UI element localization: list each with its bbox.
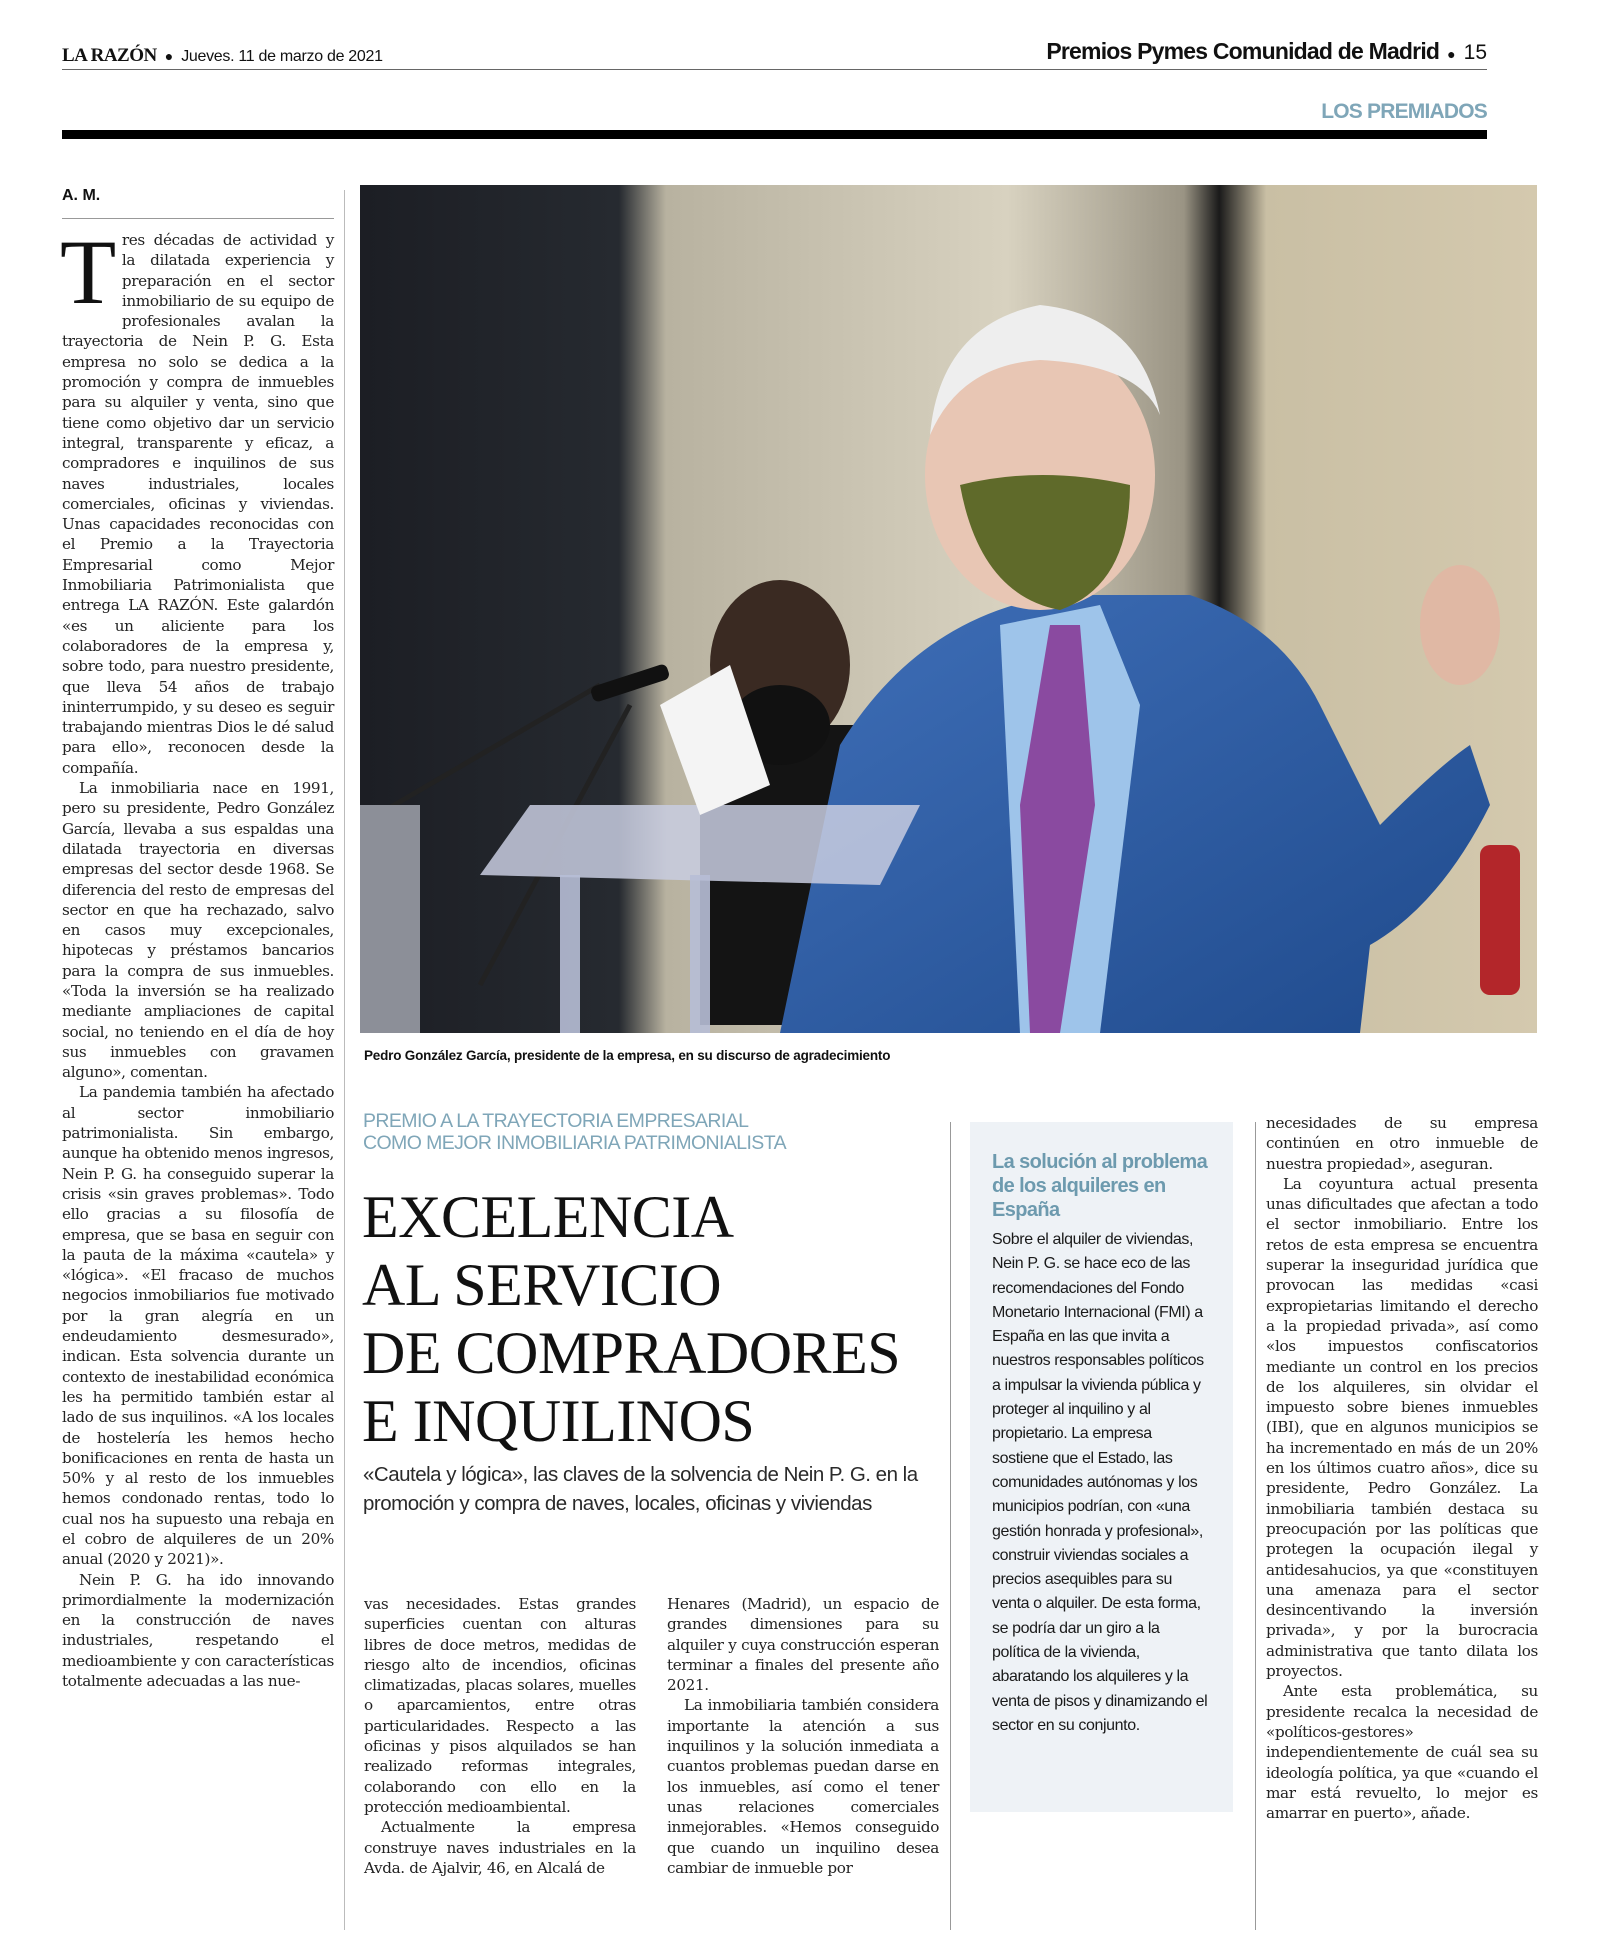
byline: A. M. — [62, 187, 101, 204]
newspaper-logo: LA RAZÓN — [62, 45, 157, 66]
paragraph: Ante esta problemática, su presidente recalca la necesidad de «políticos-gestores» independientemente de cuál sea su ideología política, ya que «cuando el mar está revuelto, lo mejor es amarrar en puerto», añade. — [1266, 1682, 1538, 1823]
article-column-mid-2 — [667, 1594, 939, 1878]
paragraph: La pandemia también ha afectado al sector inmobiliario patrimonialista. Sin embargo, aunque ha obtenido menos ingresos, Nein P. G. ha conseguido superar la crisis «sin graves problemas». Todo ello gracias a su filosofía de empresa, que se basa en seguir con la pauta de la máxima «cautela» y «lógica». «El fracaso de muchos negocios inmobiliarios fue motivado por la gran alegría en un endeudamiento desmesurado», indican. Esta solvencia durante un contexto de inestabilidad económica les ha permitido también estar al lado de sus inquilinos. «A los locales de hostelería les hemos hecho bonificaciones en renta de hasta un 50% y al resto de los inmuebles hemos condonado rentas, todo lo cual nos ha supuesto una rebaja en el cobro de alquileres de un 20% anual (2020 y 2021)». — [62, 1083, 334, 1569]
headline: EXCELENCIA AL SERVICIO DE COMPRADORES E INQUILINOS — [362, 1184, 901, 1454]
article-photo — [360, 185, 1537, 1033]
headline-kicker: PREMIO A LA TRAYECTORIA EMPRESARIAL COMO MEJOR INMOBILIARIA PATRIMONIALISTA — [363, 1110, 786, 1154]
dropcap: T — [60, 221, 116, 323]
paragraph: La inmobiliaria nace en 1991, pero su presidente, Pedro González García, llevaba a sus espaldas una dilatada trayectoria en diversas empresas del sector desde 1968. Se diferencia del resto de empresas del sector en que ha rechazado, salvo en casos muy excepcionales, hipotecas y préstamos bancarios para la compra de sus inmuebles. «Toda la inversión se ha realizado mediante ampliaciones de capital social, no teniendo en el día de hoy sus inmuebles con gravamen alguno», comentan. — [62, 779, 334, 1082]
page-number: 15 — [1463, 41, 1487, 64]
column-divider — [950, 1122, 951, 1930]
bullet-icon: ● — [1447, 46, 1456, 62]
bullet-icon: ● — [164, 48, 174, 64]
article-column-mid-1 — [364, 1594, 636, 1878]
article-column-left — [60, 221, 334, 1691]
page-header-left — [62, 45, 383, 67]
paragraph: La inmobiliaria también considera importante la atención a sus inquilinos y la solución inmediata a cuantos problemas puedan darse en los inmuebles, así como el tener unas relaciones comerciales inmejorables. «Hemos conseguido que cuando un inquilino desea cambiar de inmueble por — [667, 1696, 939, 1877]
header-thick-rule — [62, 130, 1487, 139]
header-rule — [62, 69, 1487, 70]
photo-caption: Pedro González García, presidente de la empresa, en su discurso de agradecimiento — [364, 1048, 891, 1063]
section-kicker: LOS PREMIADOS — [1321, 100, 1487, 123]
paragraph: Actualmente la empresa construye naves industriales en la Avda. de Ajalvir, 46, en Alcalá de — [364, 1818, 636, 1877]
paragraph: vas necesidades. Estas grandes superficies cuentan con alturas libres de doce metros, medidas de riesgo alto de incendios, oficinas climatizadas, placas solares, muelles o aparcamientos, entre otras particularidades. Respecto a las oficinas y pisos alquilados se han realizado reformas integrales, colaborando con ello en la protección medioambiental. — [364, 1595, 636, 1816]
section-title: Premios Pymes Comunidad de Madrid — [1046, 38, 1440, 64]
paragraph: necesidades de su empresa continúen en otro inmueble de nuestra propiedad», aseguran. — [1266, 1114, 1538, 1173]
article-column-right — [1266, 1113, 1538, 1823]
paragraph: Henares (Madrid), un espacio de grandes dimensiones para su alquiler y cuya construcción esperan terminar a finales del presente año 2021. — [667, 1595, 939, 1695]
paragraph: Nein P. G. ha ido innovando primordialmente la modernización en la construcción de naves industriales, respetando el medioambiente y con características totalmente adecuadas a las nue- — [62, 1570, 334, 1691]
article-deck: «Cautela y lógica», las claves de la solvencia de Nein P. G. en la promoción y compra de naves, locales, oficinas y viviendas — [363, 1463, 918, 1515]
sidebar-box — [970, 1122, 1233, 1812]
paragraph: La coyuntura actual presenta unas dificultades que afectan a todo el sector inmobiliario. Entre los retos de esta empresa se encuentra superar la inseguridad jurídica que provocan las medidas «casi expropietarias limitando el derecho a la propiedad privada», así como «los impuestos confiscatorios mediante un control en los precios de los alquileres, sin olvidar el impuesto sobre bienes inmuebles (IBI), que en algunos municipios se ha incrementado en más de un 20% en los últimos cuatro años», dice su presidente, Pedro González. La inmobiliaria también destaca su preocupación por las políticas que protegen la ocupación ilegal y antidesahucios, ya que «constituyen una amenaza para el sector desincentivando la inversión privada», y por la burocracia administrativa que tanto dilata los proyectos. — [1266, 1174, 1538, 1681]
column-divider — [344, 190, 345, 1930]
speaker-photo-illustration — [360, 185, 1537, 1033]
page-header-right — [1046, 38, 1487, 65]
column-divider — [1255, 1122, 1256, 1930]
paragraph: Tres décadas de actividad y la dilatada experiencia y preparación en el sector inmobiliario de su equipo de profesionales avalan la trayectoria de Nein P. G. Esta empresa no solo se dedica a la promoción y compra de inmuebles para su alquiler y venta, sino que tiene como objetivo dar un servicio integral, transparente y eficaz, a compradores e inquilinos de sus naves industriales, locales comerciales, oficinas y viviendas. Unas capacidades reconocidas con el Premio a la Trayectoria Empresarial como Mejor Inmobiliaria Patrimonialista que entrega LA RAZÓN. Este galardón «es un aliciente para los colaboradores de la empresa y, sobre todo, para nuestro presidente, que lleva 54 años de trabajo ininterrumpido, y su deseo es seguir trabajando mientras Dios le dé salud para ello», reconocen desde la compañía. — [60, 221, 334, 777]
sidebar-body: Sobre el alquiler de viviendas, Nein P. G. se hace eco de las recomendaciones del Fondo Monetario Internacional (FMI) a España en las que invita a nuestros responsables políticos a impulsar la vivienda pública y proteger al inquilino y al propietario. La empresa sostiene que el Estado, las comunidades autónomas y los municipios podrían, con «una gestión honrada y profesional», construir viviendas sociales a precios asequibles para su venta o alquiler. De esta forma, se podría dar un giro a la política de la vivienda, abaratando los alquileres y la venta de pisos y dinamizando el sector en su conjunto. — [992, 1231, 1208, 1734]
sidebar-title: La solución al problema de los alquileres en España — [992, 1151, 1208, 1221]
issue-date: Jueves. 11 de marzo de 2021 — [181, 48, 383, 65]
byline-rule — [62, 218, 334, 219]
